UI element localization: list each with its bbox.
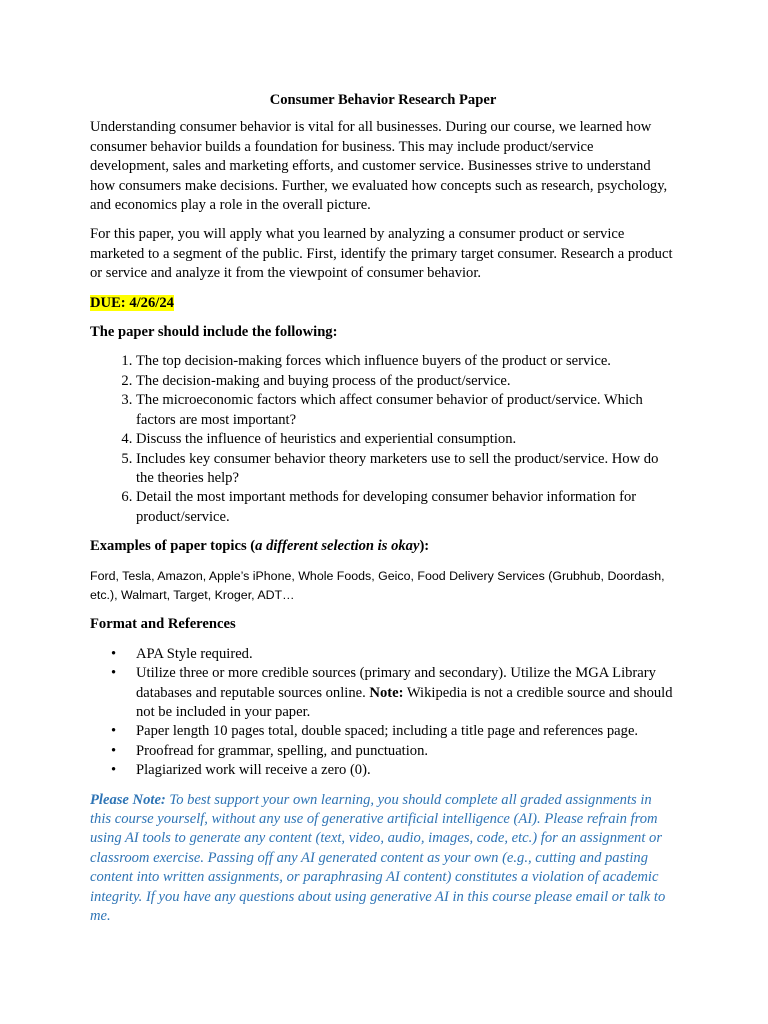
- include-list: [90, 352, 676, 527]
- list-item: • Plagiarized work will receive a zero (0).: [136, 761, 676, 780]
- include-heading: The paper should include the following:: [90, 324, 338, 341]
- page-title: Consumer Behavior Research Paper: [269, 92, 497, 108]
- examples-text: Ford, Tesla, Amazon, Apple’s iPhone, Whole Foods, Geico, Food Delivery Services (Grubhub, Doordash, etc.), Walmart, Target, Kroger, ADT…: [90, 568, 665, 602]
- list-item: • Proofread for grammar, spelling, and punctuation.: [136, 742, 676, 761]
- format-heading: Format and References: [90, 616, 236, 633]
- list-item: 2. The decision-making and buying process of the product/service.: [136, 372, 676, 391]
- due-date-highlight: DUE: 4/26/24: [90, 294, 174, 311]
- task-paragraph: For this paper, you will apply what you learned by analyzing a consumer product or service marketed to a segment of the public. First, identify the primary target consumer. Research a product or service and analyze it from the viewpoint of consumer behavior.: [90, 226, 673, 282]
- intro-paragraph: Understanding consumer behavior is vital for all businesses. During our course, we learned how consumer behavior builds a foundation for business. This may include product/service development, sales and marketing efforts, and customer service. Businesses strive to understand how consumers make decisions. Further, we evaluated how concepts such as research, psychology, and economics play a role in the overall picture.: [90, 119, 668, 214]
- list-item: 5. Includes key consumer behavior theory marketers use to sell the product/service. How do the theories help?: [136, 450, 676, 489]
- list-item: 3. The microeconomic factors which affect consumer behavior of product/service. Which factors are most important?: [136, 391, 676, 430]
- note-label: Please Note:: [90, 791, 166, 808]
- list-item: • APA Style required.: [136, 645, 676, 664]
- list-item: • Paper length 10 pages total, double spaced; including a title page and references page.: [136, 722, 676, 741]
- format-list: [90, 645, 676, 781]
- list-item: 1. The top decision-making forces which influence buyers of the product or service.: [136, 352, 676, 371]
- note-text: To best support your own learning, you should complete all graded assignments in this course yourself, without any use of generative artificial intelligence (AI). Please refrain from using AI tools to generate any content (text, video, audio, images, code, etc.) for an assignment or classroom exercise. Passing off any AI generated content as your own (e.g., cutting and pasting content into written assignments, or paraphrasing AI content) constitutes a violation of academic integrity. If you have any questions about using generative AI in this course please email or talk to me.: [90, 791, 666, 925]
- list-item: • Utilize three or more credible sources (primary and secondary). Utilize the MGA Library databases and reputable sources online. Note: Wikipedia is not a credible source and should not be included in your paper.: [136, 664, 676, 722]
- list-item: 6. Detail the most important methods for developing consumer behavior information for product/service.: [136, 488, 676, 527]
- due-date-line: [90, 294, 676, 313]
- list-item: 4. Discuss the influence of heuristics and experiential consumption.: [136, 430, 676, 449]
- ai-policy-note: [90, 791, 676, 927]
- examples-heading: Examples of paper topics (a different selection is okay):: [90, 538, 430, 555]
